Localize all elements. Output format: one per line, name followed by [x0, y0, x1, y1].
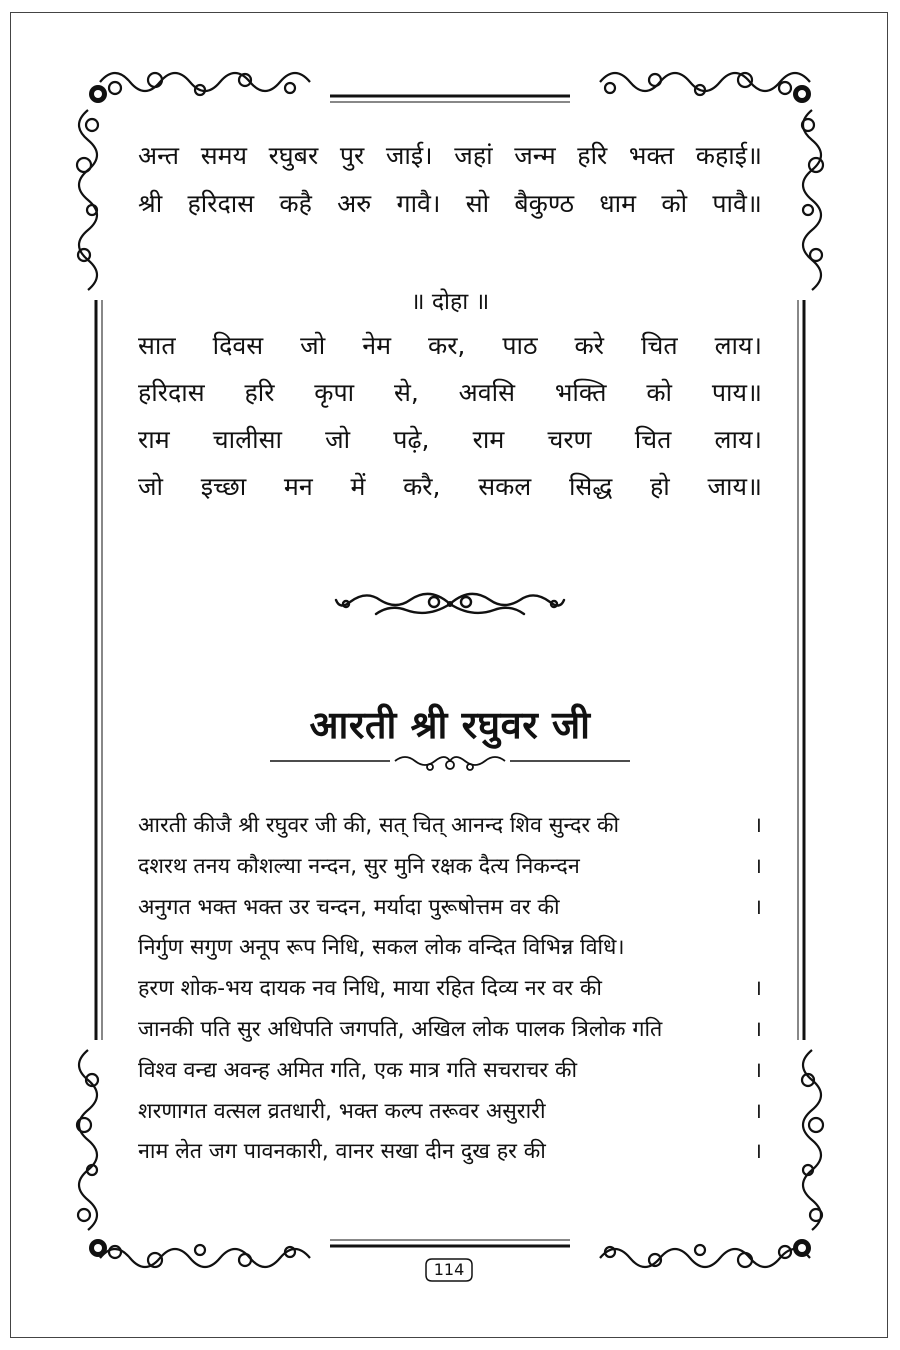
- word: जो: [325, 425, 351, 454]
- line-text: अनुगत भक्त भक्त उर चन्दन, मर्यादा पुरूषोत्तम वर की: [138, 894, 560, 920]
- word: जो: [138, 472, 164, 501]
- word: धाम: [599, 189, 637, 218]
- word: सकल: [478, 472, 532, 501]
- line-end: ।: [753, 1098, 762, 1124]
- word: पढ़े,: [393, 425, 430, 454]
- title-underline-icon: [270, 748, 630, 778]
- word: पाय॥: [711, 378, 762, 407]
- word: पावै॥: [712, 189, 762, 218]
- word: कर,: [428, 331, 466, 360]
- word: इच्छा: [200, 472, 247, 501]
- aarti-line-5: [138, 973, 762, 1014]
- doha-line-2: [138, 375, 762, 422]
- word: रघुबर: [268, 141, 319, 170]
- word: राम: [138, 425, 170, 454]
- word: सात: [138, 331, 176, 360]
- line-text: नाम लेत जग पावनकारी, वानर सखा दीन दुख हर की: [138, 1139, 546, 1165]
- verse-line-1: [138, 138, 762, 186]
- word: कृपा: [314, 378, 355, 407]
- word: चरण: [547, 425, 592, 454]
- line-end: ।: [753, 813, 762, 838]
- aarti-line-6: [138, 1014, 762, 1055]
- page-number: 114: [433, 1260, 465, 1279]
- aarti-verse: [138, 810, 762, 1177]
- line-text: दशरथ तनय कौशल्या नन्दन, सुर मुनि रक्षक दैत्य निकन्दन: [138, 853, 580, 879]
- word: चित: [640, 331, 678, 360]
- word: सिद्ध: [568, 472, 613, 501]
- word: जाय॥: [707, 472, 762, 501]
- word: कहै: [279, 189, 312, 218]
- flourish-divider-icon: [330, 582, 570, 626]
- chaupai-verse: [138, 138, 762, 234]
- word: गावै।: [396, 189, 441, 218]
- line-text: आरती कीजै श्री रघुवर जी की, सत् चित् आनन्द शिव सुन्दर की: [138, 813, 620, 838]
- word: भक्ति: [554, 378, 607, 407]
- word: श्री: [138, 189, 163, 218]
- aarti-title: आरती श्री रघुवर जी: [309, 703, 591, 747]
- word: चित: [634, 425, 672, 454]
- line-end: ।: [753, 1016, 762, 1042]
- word: को: [646, 378, 673, 407]
- word: मन: [283, 472, 313, 501]
- aarti-line-4: [138, 932, 762, 973]
- word: अरु: [337, 189, 372, 218]
- doha-heading: ॥ दोहा ॥: [410, 289, 490, 315]
- word: दिवस: [212, 331, 264, 360]
- word: से,: [393, 378, 419, 407]
- word: जन्म: [514, 141, 556, 170]
- word: हो: [650, 472, 670, 501]
- line-end: ।: [753, 1139, 762, 1165]
- word: लाय।: [714, 425, 762, 454]
- aarti-line-3: [138, 892, 762, 933]
- word: लाय।: [714, 331, 762, 360]
- line-end: ।: [753, 853, 762, 879]
- line-end: ।: [753, 894, 762, 920]
- aarti-line-1: [138, 810, 762, 851]
- word: पुर: [339, 141, 365, 170]
- word: बैकुण्ठ: [514, 189, 574, 218]
- word: करे: [574, 331, 604, 360]
- aarti-line-7: [138, 1055, 762, 1096]
- doha-line-3: [138, 422, 762, 469]
- line-text: शरणागत वत्सल व्रतधारी, भक्त कल्प तरूवर असुरारी: [138, 1098, 546, 1124]
- aarti-line-8: [138, 1096, 762, 1137]
- word: हरि: [244, 378, 275, 407]
- aarti-line-2: [138, 851, 762, 892]
- line-text: जानकी पति सुर अधिपति जगपति, अखिल लोक पालक त्रिलोक गति: [138, 1016, 663, 1042]
- word: जहां: [454, 141, 493, 170]
- line-end: ।: [753, 976, 762, 1002]
- doha-verse: [138, 328, 762, 516]
- word: समय: [200, 141, 248, 170]
- doha-line-1: [138, 328, 762, 375]
- word: जो: [300, 331, 326, 360]
- line-end: ।: [753, 1057, 762, 1083]
- word: चालीसा: [212, 425, 282, 454]
- line-text: विश्व वन्द्य अवन्ह अमित गति, एक मात्र गति सचराचर की: [138, 1057, 578, 1083]
- line-text: हरण शोक-भय दायक नव निधि, माया रहित दिव्य नर वर की: [138, 976, 602, 1002]
- word: अवसि: [458, 378, 516, 407]
- word: अन्त: [138, 141, 180, 170]
- word: पाठ: [502, 331, 538, 360]
- word: हरिदास: [138, 378, 205, 407]
- word: को: [661, 189, 688, 218]
- word: राम: [472, 425, 505, 454]
- word: करै,: [403, 472, 441, 501]
- verse-line-2: [138, 186, 762, 234]
- word: हरि: [577, 141, 608, 170]
- word: में: [350, 472, 366, 501]
- aarti-line-9: [138, 1136, 762, 1177]
- line-text: निर्गुण सगुण अनूप रूप निधि, सकल लोक वन्दित विभिन्न विधि।: [138, 935, 625, 961]
- word: कहाई॥: [695, 141, 762, 170]
- word: भक्त: [628, 141, 675, 170]
- word: हरिदास: [187, 189, 255, 218]
- word: नेम: [362, 331, 392, 360]
- word: सो: [465, 189, 490, 218]
- word: जाई।: [385, 141, 433, 170]
- doha-line-4: [138, 469, 762, 516]
